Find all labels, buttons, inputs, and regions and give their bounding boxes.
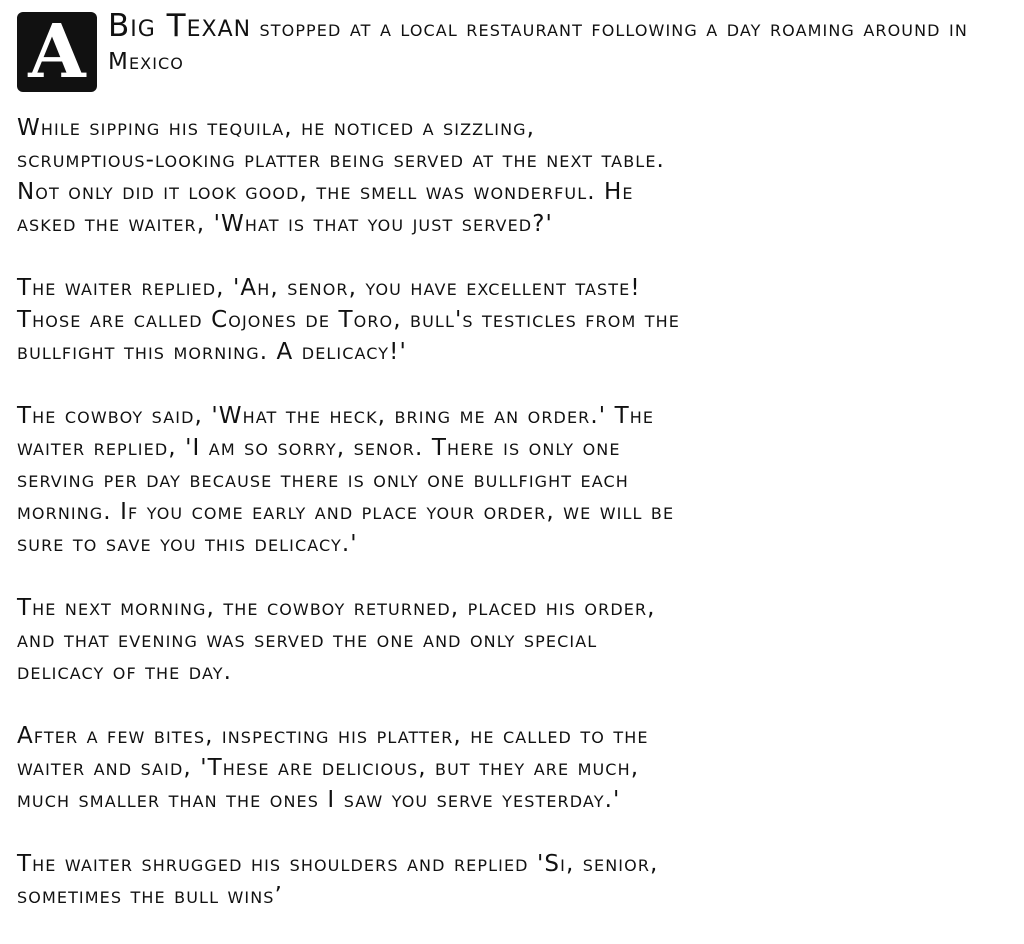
story-paragraph: The next morning, the cowboy returned, placed his order, and that evening was served the one and only special delicacy of the day. (17, 595, 656, 685)
story-paragraph: After a few bites, inspecting his platter, he called to the waiter and said, 'These are delicious, but they are much, much smaller than the ones I saw you serve yesterday.' (17, 723, 649, 813)
intro-lead-text: Big Texan (108, 8, 252, 44)
story-paragraph: The waiter shrugged his shoulders and replied 'Si, senior, sometimes the bull wins’ (17, 851, 659, 909)
story-paragraph: The cowboy said, 'What the heck, bring me an order.' The waiter replied, 'I am so sorry, senor. There is only one serving per day because there is only one bullfight each morning. If you come early and place your order, we will be sure to save you this delicacy.' (17, 403, 675, 557)
intro-paragraph (108, 10, 1013, 79)
story-paragraph: The waiter replied, 'Ah, senor, you have excellent taste! Those are called Cojones de Toro, bull's testicles from the bullfight this morning. A delicacy!' (17, 275, 680, 365)
story-paragraph: While sipping his tequila, he noticed a sizzling, scrumptious-looking platter being served at the next table. Not only did it look good, the smell was wonderful. He asked the waiter, 'What is that you just served?' (17, 115, 665, 237)
drop-cap-letter: A (17, 12, 97, 92)
intro-rest-text: stopped at a local restaurant following a day roaming around in Mexico (108, 16, 968, 75)
story-body (17, 112, 1017, 944)
